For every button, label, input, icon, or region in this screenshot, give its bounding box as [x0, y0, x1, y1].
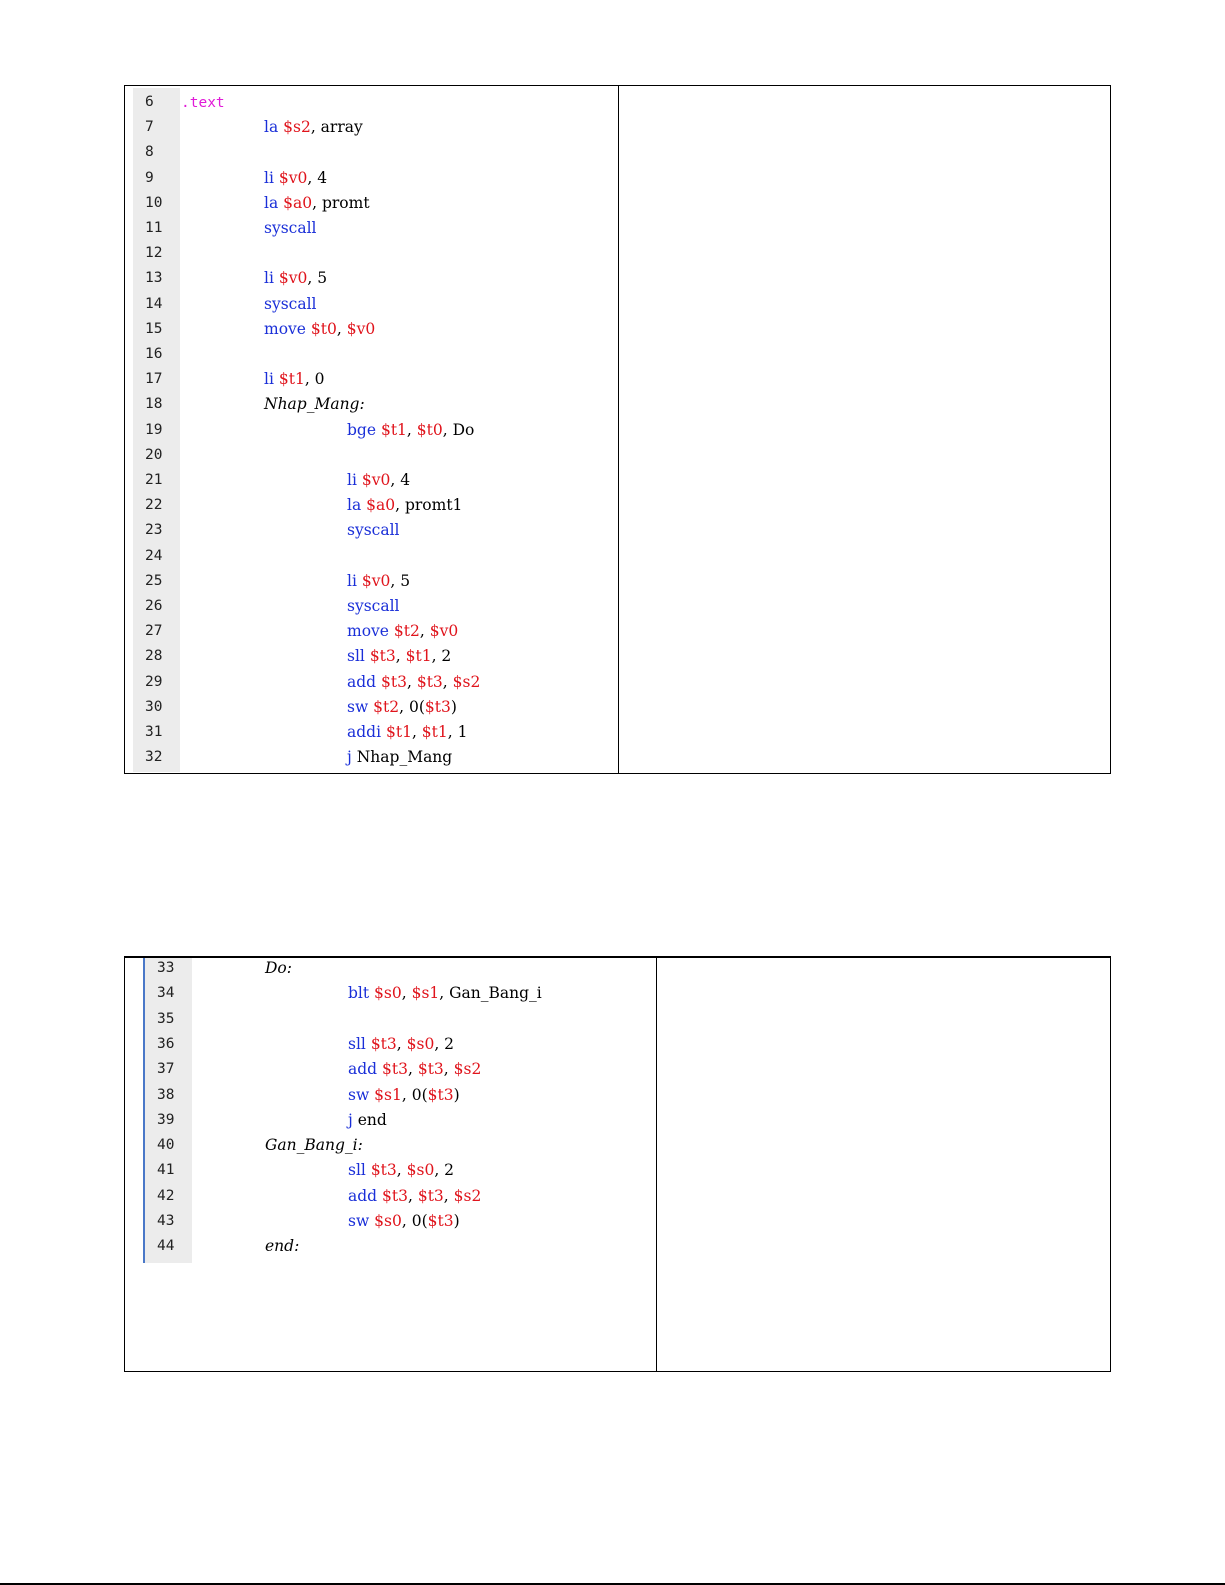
line-number: 38 — [157, 1086, 175, 1103]
code-token: $s1 — [411, 984, 440, 1003]
code-token: j — [348, 1110, 353, 1129]
line-number: 16 — [145, 346, 163, 362]
line-number: 8 — [145, 144, 154, 161]
code-token: $v0 — [278, 269, 308, 288]
code-token: $t3 — [382, 1060, 408, 1079]
code-token: sll — [348, 1161, 366, 1180]
code-token: sw — [347, 697, 369, 716]
code-line — [347, 695, 457, 720]
code-line — [264, 392, 365, 417]
code-token: , 2 — [434, 1161, 455, 1180]
line-number: 17 — [145, 371, 163, 388]
code-line — [264, 191, 370, 216]
code-screenshot-2 — [134, 956, 600, 1263]
code-token: $t2 — [373, 697, 400, 716]
code-line — [348, 1158, 454, 1183]
line-number: 32 — [145, 749, 163, 766]
code-token: , — [407, 1060, 418, 1079]
code-token: $s2 — [452, 672, 481, 691]
code-token: $s2 — [453, 1060, 482, 1079]
code-token: move — [347, 622, 389, 641]
code-token: $t3 — [424, 697, 451, 716]
code-token: , — [396, 1161, 407, 1180]
code-token: sw — [348, 1085, 370, 1104]
code-token: , — [395, 647, 406, 666]
code-line — [348, 1108, 387, 1133]
code-token: $t3 — [427, 1212, 454, 1230]
top-border-left — [125, 956, 599, 958]
code-token: , promt1 — [395, 496, 463, 515]
code-token: $s0 — [406, 1161, 435, 1180]
line-number: 35 — [157, 1010, 175, 1027]
code-token: la — [264, 193, 279, 212]
code-token: , 2 — [431, 647, 452, 666]
line-number: 9 — [145, 169, 154, 186]
code-line — [265, 1133, 363, 1158]
code-line — [265, 956, 292, 981]
code-token: bge — [347, 420, 377, 439]
line-number: 41 — [157, 1162, 175, 1179]
line-number: 25 — [145, 572, 163, 589]
code-token: $v0 — [346, 319, 376, 338]
code-token: $a0 — [283, 193, 313, 212]
code-token: $t3 — [370, 1161, 397, 1180]
notes-cell-2 — [657, 956, 1110, 1371]
code-token: $s2 — [283, 118, 311, 137]
code-line — [347, 670, 480, 695]
code-line — [348, 1032, 454, 1057]
code-token: , 0( — [399, 697, 425, 716]
code-token: , 4 — [307, 168, 328, 187]
code-token: $s2 — [453, 1186, 482, 1205]
line-number: 34 — [157, 985, 175, 1002]
code-token: $s0 — [374, 984, 402, 1003]
code-screenshot-1 — [133, 88, 617, 772]
line-number: 24 — [145, 547, 163, 564]
line-number: 26 — [145, 598, 163, 614]
code-token: syscall — [264, 219, 317, 237]
line-number: 30 — [145, 698, 163, 715]
code-token: end — [352, 1110, 387, 1129]
code-token: Do: — [265, 959, 292, 977]
code-token: move — [264, 319, 306, 338]
code-token: , — [419, 622, 430, 641]
code-token: $a0 — [366, 496, 396, 515]
code-token: syscall — [347, 597, 400, 615]
code-token: $t0 — [416, 420, 443, 439]
code-token: ) — [450, 697, 457, 716]
code-token: li — [264, 269, 274, 288]
line-number: 37 — [157, 1061, 175, 1078]
code-token: , — [443, 1186, 454, 1205]
line-number: 39 — [157, 1111, 175, 1128]
code-table-1 — [124, 85, 1111, 774]
code-token: $t3 — [416, 672, 443, 691]
line-number: 19 — [145, 421, 163, 438]
code-token: $v0 — [278, 168, 308, 187]
code-line — [264, 317, 375, 342]
code-line — [347, 720, 467, 745]
code-token: add — [348, 1186, 378, 1205]
code-line — [348, 981, 542, 1006]
code-token: end: — [265, 1237, 300, 1256]
line-number: 23 — [145, 522, 163, 539]
code-token: $t3 — [370, 1034, 397, 1053]
line-number: 22 — [145, 497, 163, 514]
line-number: 20 — [145, 446, 163, 463]
code-token: blt — [348, 984, 370, 1003]
code-token: , 0 — [304, 370, 325, 389]
code-token: syscall — [347, 521, 400, 540]
code-token: , — [411, 723, 422, 741]
code-token: syscall — [264, 294, 317, 313]
code-token: , — [442, 672, 453, 691]
line-number: 14 — [145, 295, 163, 312]
code-token: , 5 — [390, 571, 411, 590]
line-number: 42 — [157, 1187, 175, 1204]
code-token: $t1 — [405, 647, 432, 666]
code-line — [347, 594, 400, 619]
line-number: 11 — [145, 220, 163, 236]
code-line — [347, 644, 451, 669]
line-number: 18 — [145, 396, 163, 413]
code-token: $t3 — [382, 1186, 408, 1205]
code-token: , 1 — [447, 723, 468, 741]
code-cell-2 — [125, 956, 657, 1371]
code-token: $t1 — [385, 723, 412, 741]
code-token: Gan_Bang_i: — [265, 1136, 363, 1155]
code-line — [347, 518, 400, 543]
code-line — [264, 166, 327, 191]
code-token: $v0 — [361, 471, 391, 489]
line-number: 15 — [145, 320, 163, 337]
code-token: $t3 — [381, 672, 407, 691]
code-token: $t3 — [369, 647, 396, 666]
code-token: li — [347, 471, 357, 489]
line-number: 28 — [145, 648, 163, 665]
code-token: $t3 — [427, 1085, 454, 1104]
code-token: add — [348, 1060, 378, 1079]
code-line — [347, 619, 458, 644]
code-token: , array — [310, 118, 363, 137]
code-token: sw — [348, 1212, 370, 1230]
code-token: , 0( — [401, 1212, 428, 1230]
code-token: add — [347, 672, 377, 691]
code-line — [348, 1184, 481, 1209]
notes-cell-1 — [619, 86, 1110, 773]
code-line — [347, 493, 462, 518]
code-token: la — [347, 496, 362, 515]
code-token: , 5 — [307, 269, 328, 288]
code-line — [181, 90, 225, 115]
code-token: Nhap_Mang: — [264, 395, 365, 414]
line-number: 31 — [145, 724, 163, 740]
code-line — [264, 292, 317, 317]
code-token: , Do — [442, 420, 475, 439]
code-cell-1 — [125, 86, 619, 773]
code-token: $t3 — [417, 1060, 444, 1079]
code-token: li — [264, 168, 274, 187]
code-token: $t2 — [393, 622, 420, 641]
code-token: addi — [347, 723, 382, 741]
code-line — [347, 418, 474, 443]
code-token: ) — [453, 1212, 460, 1230]
code-token: $t1 — [380, 420, 407, 439]
code-token: sll — [348, 1034, 366, 1053]
code-token: $s0 — [374, 1212, 402, 1230]
code-token: $s0 — [406, 1034, 435, 1053]
code-token: j — [347, 748, 352, 767]
code-token: sll — [347, 647, 365, 666]
code-token: , — [407, 1186, 418, 1205]
code-token: , 4 — [390, 471, 411, 489]
line-number: 6 — [145, 94, 154, 110]
code-token: $s1 — [374, 1085, 402, 1104]
code-line — [264, 266, 327, 291]
code-token: ) — [453, 1085, 460, 1104]
code-line — [265, 1234, 299, 1259]
code-token: , — [401, 984, 412, 1003]
code-token: , 2 — [434, 1034, 455, 1053]
code-token: , 0( — [401, 1085, 428, 1104]
line-number: 40 — [157, 1137, 175, 1154]
line-number: 29 — [145, 673, 163, 690]
code-table-2 — [124, 956, 1111, 1372]
code-line — [264, 115, 363, 140]
code-token: , — [336, 319, 347, 338]
code-line — [264, 367, 325, 392]
line-number: 27 — [145, 623, 163, 640]
line-number: 21 — [145, 472, 163, 488]
code-token: , — [396, 1034, 407, 1053]
line-number: 7 — [145, 119, 154, 136]
code-token: $t1 — [421, 723, 448, 741]
code-token: la — [264, 118, 279, 137]
line-number: 43 — [157, 1213, 175, 1229]
code-token: , Gan_Bang_i — [439, 984, 542, 1003]
code-line — [347, 468, 410, 493]
code-token: , — [406, 420, 417, 439]
code-token: $t1 — [278, 370, 305, 389]
code-token: li — [347, 571, 357, 590]
code-line — [264, 216, 317, 241]
code-token: Nhap_Mang — [351, 748, 453, 767]
code-token: , — [406, 672, 417, 691]
code-token: $v0 — [361, 571, 391, 590]
code-token: li — [264, 370, 274, 389]
line-number: 12 — [145, 245, 163, 262]
code-line — [348, 1057, 481, 1082]
line-number: 13 — [145, 270, 163, 287]
line-number: 10 — [145, 194, 163, 211]
code-line — [347, 745, 452, 770]
code-token: , — [443, 1060, 454, 1079]
line-number: 33 — [157, 960, 175, 976]
code-token: , promt — [312, 193, 370, 212]
code-token: .text — [181, 95, 225, 111]
line-number: 36 — [157, 1035, 175, 1052]
code-line — [347, 569, 410, 594]
code-token: $t0 — [310, 319, 337, 338]
code-line — [348, 1083, 460, 1108]
code-line — [348, 1209, 460, 1234]
code-token: $v0 — [429, 622, 459, 641]
code-token: $t3 — [417, 1186, 444, 1205]
line-number: 44 — [157, 1238, 175, 1255]
